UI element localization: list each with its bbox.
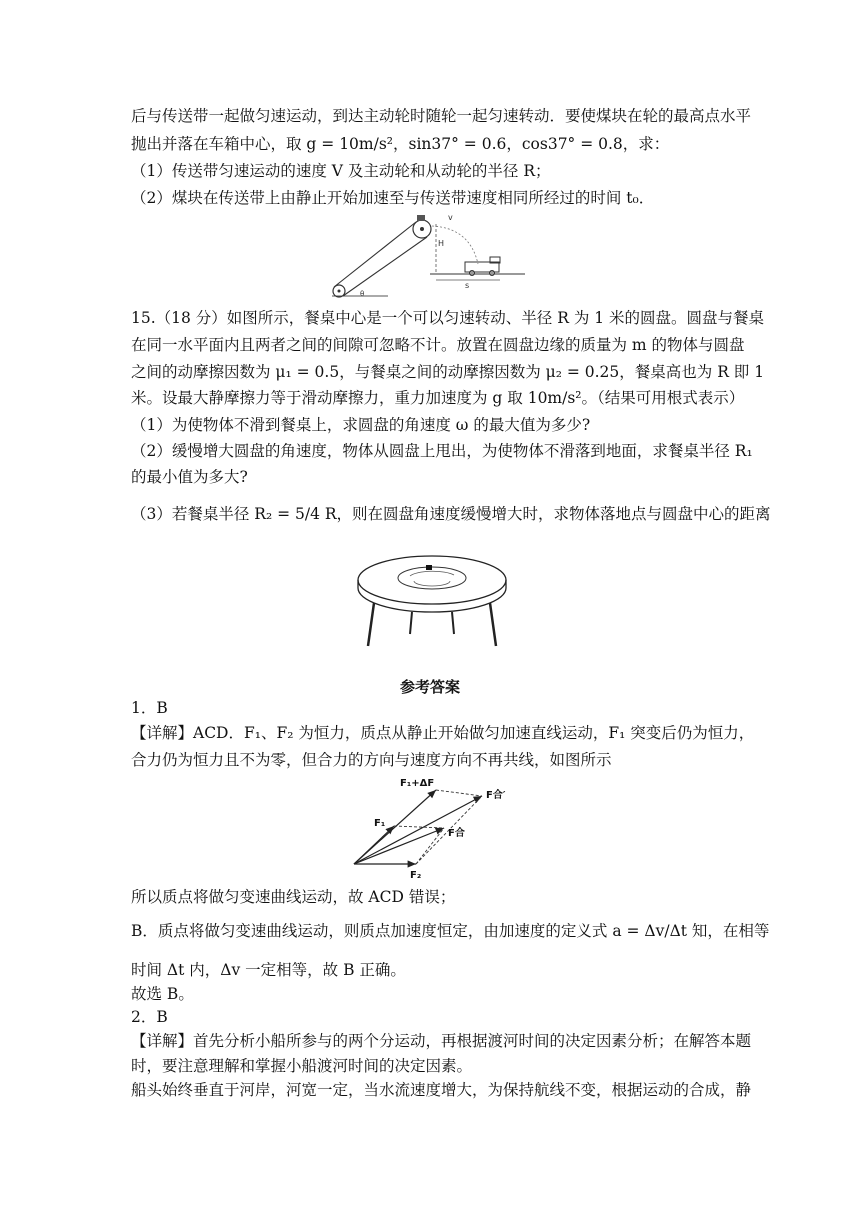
answer-1-detail-1: 【详解】ACD．F₁、F₂ 为恒力，质点从静止开始做匀加速直线运动，F₁ 突变后仍为恒力， (131, 724, 755, 742)
question-14-2: （2）煤块在传送带上由静止开始加速至与传送带速度相同所经过的时间 t₀． (131, 189, 655, 207)
answer-1-conclusion: 故选 B。 (131, 985, 194, 1003)
f-resultant-label: F合 (448, 828, 465, 839)
f1-label: F₁ (374, 818, 386, 829)
conveyor-figure (320, 210, 540, 302)
force-vector-figure (348, 772, 520, 880)
answer-1: 1．B (131, 699, 168, 717)
intro-line-2: 抛出并落在车箱中心，取 g = 10m/s²，sin37° = 0.6，cos37° = 0.8，求： (131, 135, 670, 153)
question-14-1: （1）传送带匀速运动的速度 V 及主动轮和从动轮的半径 R； (131, 162, 551, 180)
question-15-3: （3）若餐桌半径 R₂ = 5/4 R，则在圆盘角速度缓慢增大时，求物体落地点与圆盘中心的距离 (131, 505, 771, 523)
question-15-1: （1）为使物体不滑到餐桌上，求圆盘的角速度 ω 的最大值为多少? (131, 416, 591, 434)
height-label: H (438, 239, 445, 248)
answers-heading: 参考答案 (399, 678, 460, 696)
answer-1-detail-2: 合力仍为恒力且不为零，但合力的方向与速度方向不再共线，如图所示 (131, 751, 612, 769)
intro-line-1: 后与传送带一起做匀速运动，到达主动轮时随轮一起匀速转动．要使煤块在轮的最高点水平 (131, 107, 752, 125)
angle-label: θ (360, 290, 365, 298)
question-15-2b: 的最小值为多大? (131, 468, 248, 486)
answer-2-detail-1: 【详解】首先分析小船所参与的两个分运动，再根据渡河时间的决定因素分析；在解答本题 (131, 1032, 752, 1050)
dining-table-figure (354, 548, 510, 648)
f1-plus-df-label: F₁+ΔF (400, 778, 435, 789)
f2-label: F₂ (410, 870, 422, 880)
answer-1-detail-4: B．质点将做匀变速曲线运动，则质点加速度恒定，由加速度的定义式 a = Δv/Δt 知，在相等 (131, 922, 770, 940)
answer-2-detail-3: 船头始终垂直于河岸，河宽一定，当水流速度增大，为保持航线不变，根据运动的合成，静 (131, 1081, 752, 1099)
answer-2: 2．B (131, 1008, 168, 1026)
question-15-2a: （2）缓慢增大圆盘的角速度，物体从圆盘上甩出，为使物体不滑落到地面，求餐桌半径 R₁ (131, 442, 753, 460)
problem-15-line-1: 15.（18 分）如图所示，餐桌中心是一个可以匀速转动、半径 R 为 1 米的圆盘。圆盘与餐桌 (131, 309, 765, 327)
answer-2-detail-2: 时，要注意理解和掌握小船渡河时间的决定因素。 (131, 1057, 473, 1075)
answer-1-detail-5: 时间 Δt 内，Δv 一定相等，故 B 正确。 (131, 961, 406, 979)
problem-15-line-3: 之间的动摩擦因数为 μ₁ = 0.5，与餐桌之间的动摩擦因数为 μ₂ = 0.25，餐桌高也为 R 即 1 (131, 363, 765, 381)
distance-label: s (465, 281, 470, 290)
answer-1-detail-3: 所以质点将做匀变速曲线运动，故 ACD 错误； (131, 888, 456, 906)
problem-15-line-2: 在同一水平面内且两者之间的间隙可忽略不计。放置在圆盘边缘的质量为 m 的物体与圆盘 (131, 336, 745, 354)
f-resultant-prime-label: F合′ (486, 790, 506, 801)
velocity-label: v (448, 213, 453, 222)
problem-15-line-4: 米。设最大静摩擦力等于滑动摩擦力，重力加速度为 g 取 10m/s²。（结果可用根式表示） (131, 389, 745, 407)
